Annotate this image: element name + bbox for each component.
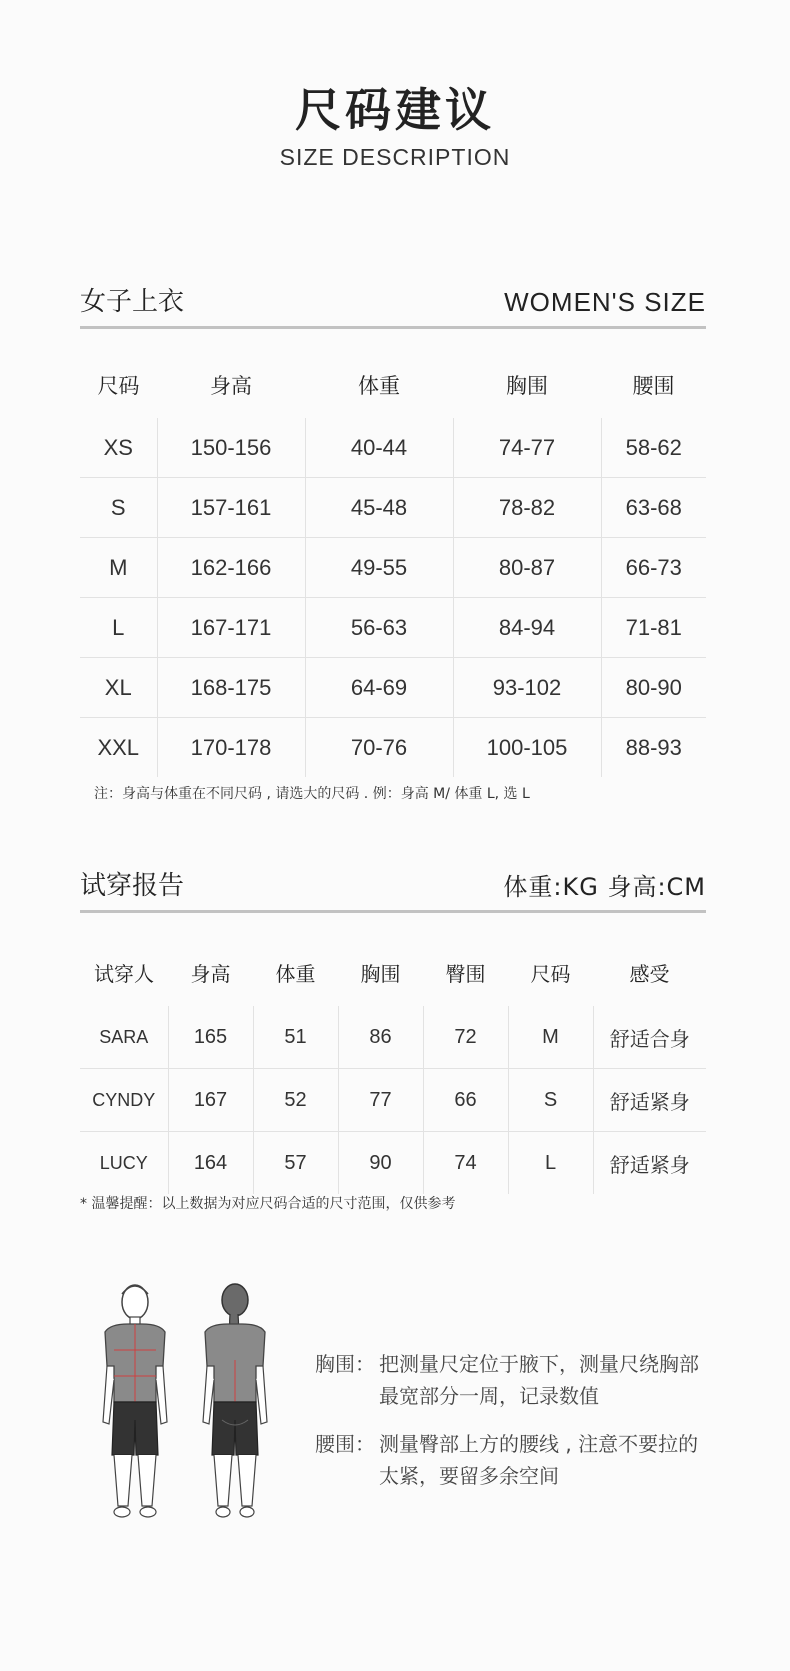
women-size-table <box>80 352 706 777</box>
table-cell: 164 <box>168 1132 253 1195</box>
table-cell: L <box>508 1132 593 1195</box>
size-note: 注：身高与体重在不同尺码 , 请选大的尺码 . 例：身高 M/ 体重 L, 选 L <box>94 786 530 802</box>
table-cell: XXL <box>97 734 140 760</box>
table-cell: 52 <box>253 1069 338 1132</box>
trial-report-title: 试穿报告 <box>80 871 185 901</box>
table-cell: XS <box>80 418 157 478</box>
table-row <box>80 1132 706 1195</box>
column-header: 尺码 <box>97 374 140 398</box>
table-cell: 93-102 <box>453 658 601 718</box>
trial-report-header <box>80 868 706 913</box>
women-size-header <box>80 284 706 329</box>
table-cell: 51 <box>253 1006 338 1069</box>
table-cell: S <box>508 1069 593 1132</box>
table-cell: 170-178 <box>157 718 305 778</box>
front-figure <box>103 1285 167 1517</box>
table-cell: 66 <box>423 1069 508 1132</box>
table-cell: 77 <box>338 1069 423 1132</box>
table-row <box>80 478 706 538</box>
body-figures <box>90 1280 290 1528</box>
page-header <box>0 80 790 171</box>
column-header: 试穿人 <box>94 961 154 986</box>
waist-text: 测量臀部上方的腰线 , 注意不要拉的太紧，要留多余空间 <box>379 1432 699 1488</box>
table-cell: 74-77 <box>453 418 601 478</box>
page-subtitle: SIZE DESCRIPTION <box>279 144 511 170</box>
table-cell: 165 <box>168 1006 253 1069</box>
table-cell: 150-156 <box>157 418 305 478</box>
table-row <box>80 1006 706 1069</box>
table-header-row <box>80 938 706 1006</box>
table-cell: 57 <box>253 1132 338 1195</box>
column-header: 尺码 <box>530 961 571 986</box>
waist-measure <box>315 1428 715 1492</box>
table-cell: S <box>80 478 157 538</box>
trial-report-table <box>80 938 706 1194</box>
column-header: 胸围 <box>360 961 401 986</box>
table-row <box>80 718 706 778</box>
table-cell: 舒适紧身 <box>593 1132 706 1195</box>
back-figure <box>203 1284 267 1517</box>
table-cell: 40-44 <box>305 418 453 478</box>
trial-note: * 温馨提醒：以上数据为对应尺码合适的尺寸范围，仅供参考 <box>80 1196 456 1212</box>
women-size-title-en: WOMEN'S SIZE <box>504 287 706 317</box>
table-cell: XL <box>80 658 157 718</box>
column-header: 体重 <box>358 374 400 398</box>
table-cell: SARA <box>80 1006 168 1069</box>
table-cell: 157-161 <box>157 478 305 538</box>
table-cell: 78-82 <box>453 478 601 538</box>
table-cell: 80-90 <box>601 658 706 718</box>
table-row <box>80 1069 706 1132</box>
chest-text: 把测量尺定位于腋下，测量尺绕胸部最宽部分一周，记录数值 <box>379 1352 699 1408</box>
body-figure-illustration <box>90 1280 290 1528</box>
trial-units: 体重:KG 身高:CM <box>503 873 706 901</box>
table-cell: 167-171 <box>157 598 305 658</box>
women-size-title: 女子上衣 <box>80 287 185 317</box>
table-cell: 49-55 <box>305 538 453 598</box>
table-cell: 90 <box>338 1132 423 1195</box>
column-header: 胸围 <box>506 374 548 398</box>
waist-label: 腰围： <box>315 1432 375 1456</box>
chest-measure <box>315 1348 715 1412</box>
column-header: 臀围 <box>445 961 486 986</box>
table-cell: 74 <box>423 1132 508 1195</box>
column-header: 身高 <box>210 374 252 398</box>
table-cell: 168-175 <box>157 658 305 718</box>
table-header-row <box>80 352 706 418</box>
table-cell: 56-63 <box>305 598 453 658</box>
table-row <box>80 598 706 658</box>
table-cell: 88-93 <box>601 718 706 778</box>
table-cell: 162-166 <box>157 538 305 598</box>
table-cell: 80-87 <box>453 538 601 598</box>
table-cell: 71-81 <box>601 598 706 658</box>
column-header: 腰围 <box>632 374 675 398</box>
column-header: 感受 <box>629 961 670 986</box>
chest-label: 胸围： <box>315 1352 375 1376</box>
table-cell: 66-73 <box>601 538 706 598</box>
table-cell: M <box>80 538 157 598</box>
table-cell: 86 <box>338 1006 423 1069</box>
page-title: 尺码建议 <box>295 83 495 137</box>
table-cell: L <box>80 598 157 658</box>
table-cell: 64-69 <box>305 658 453 718</box>
table-cell: 167 <box>168 1069 253 1132</box>
table-cell: CYNDY <box>80 1069 168 1132</box>
table-cell: 72 <box>423 1006 508 1069</box>
table-cell: 舒适合身 <box>593 1006 706 1069</box>
table-cell: 70-76 <box>305 718 453 778</box>
column-header: 体重 <box>275 961 316 986</box>
table-cell: 63-68 <box>601 478 706 538</box>
table-cell: 58-62 <box>601 418 706 478</box>
table-cell: M <box>508 1006 593 1069</box>
table-row <box>80 418 706 478</box>
table-row <box>80 658 706 718</box>
table-cell: 84-94 <box>453 598 601 658</box>
table-cell: LUCY <box>99 1152 148 1173</box>
column-header: 身高 <box>190 961 231 986</box>
table-cell: 45-48 <box>305 478 453 538</box>
table-row <box>80 538 706 598</box>
table-cell: 舒适紧身 <box>593 1069 706 1132</box>
table-cell: 100-105 <box>453 718 601 778</box>
